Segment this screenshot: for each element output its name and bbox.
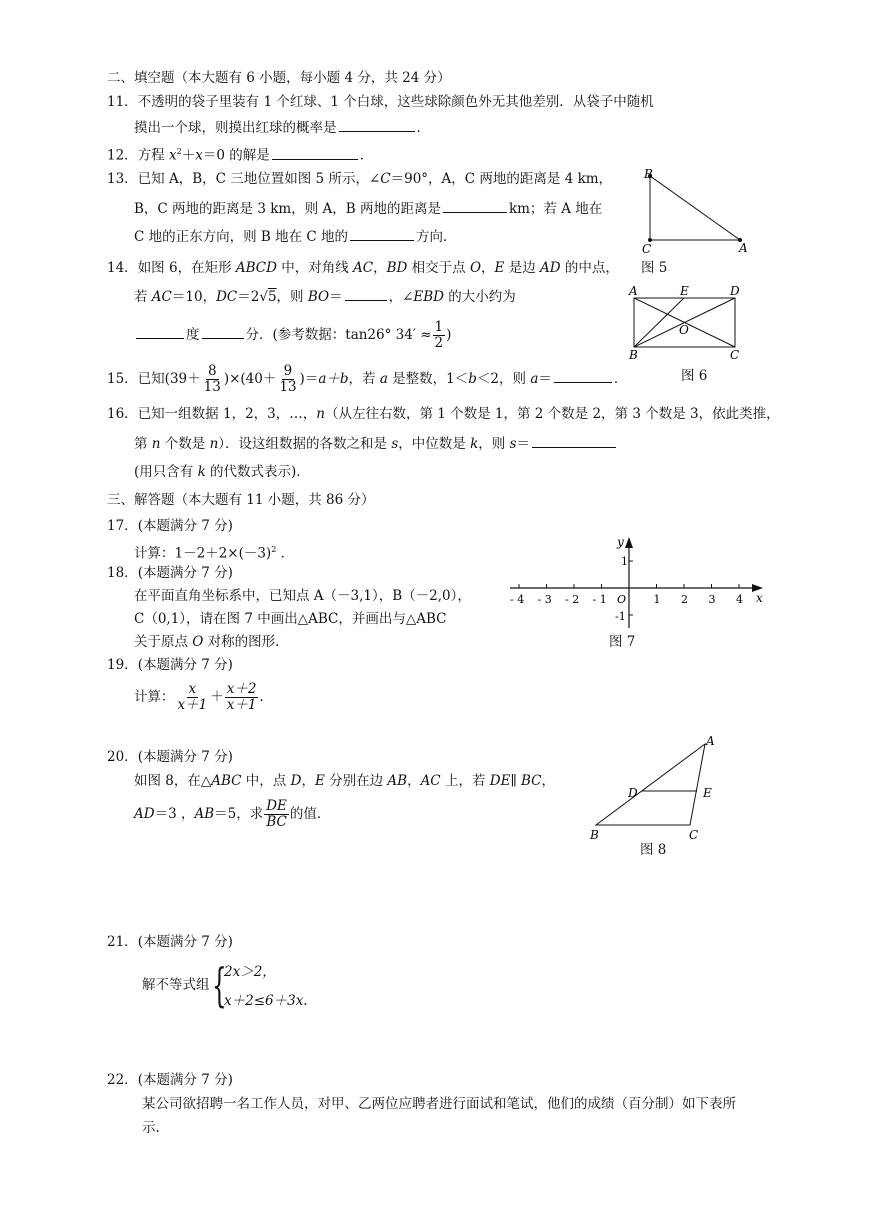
question-points: (本题满分 7 分) [137, 749, 233, 765]
question-text: 分．(参考数据：tan26° 34′ ≈ [245, 327, 432, 343]
question-text: 是边 [504, 260, 540, 276]
question-18-heading [107, 563, 233, 583]
question-17-heading [107, 516, 233, 536]
question-21-prompt: 解不等式组 [142, 977, 210, 993]
label-e: E [703, 786, 712, 800]
variable: EBD [413, 289, 444, 305]
variable: n [151, 436, 161, 452]
question-points: (本题满分 7 分) [137, 1072, 233, 1088]
variable: k [470, 436, 479, 452]
question-14-line-3 [134, 320, 451, 351]
punctuation: ) [446, 327, 452, 343]
question-number: 19． [107, 657, 138, 673]
question-text: 中，对角线 [276, 260, 354, 276]
question-text: ，若 [348, 371, 380, 387]
question-18-line-1: 在平面直角坐标系中，已知点 A（－3,1），B（－2,0）， [134, 588, 471, 604]
variable: O [192, 634, 204, 650]
sqrt-sign: √ [259, 289, 268, 305]
answer-blank[interactable] [339, 117, 415, 132]
question-16-line-2 [134, 433, 618, 454]
fraction [433, 320, 446, 351]
question-text: 的代数式表示)． [205, 464, 310, 480]
fraction [202, 364, 223, 395]
question-text: km；若 A 地在 [508, 201, 603, 217]
question-16-line-1 [107, 404, 780, 424]
question-text: 已知 A，B，C 三地位置如图 5 所示，∠ [137, 171, 381, 187]
denominator: x＋1 [226, 697, 257, 713]
variable: n [209, 436, 219, 452]
question-points: (本题满分 7 分) [137, 934, 233, 950]
question-text: 方向． [416, 229, 457, 245]
variable: DC [216, 289, 238, 305]
question-22-line-2: 示. [142, 1120, 160, 1136]
denominator: BC [266, 814, 287, 830]
x-tick-label: 1 [653, 593, 661, 606]
question-text: 方程 [137, 147, 169, 164]
fraction [176, 682, 210, 713]
question-text: 是整数，1＜ [387, 371, 469, 387]
question-text: 摸出一个球，则摸出红球的概率是 [134, 120, 337, 136]
figure-7-coordinate-plane [505, 533, 775, 633]
punctuation: . [259, 689, 264, 705]
x-tick-label: - 2 [565, 593, 580, 606]
label-b: B [590, 828, 599, 842]
question-13-line-2 [134, 198, 602, 219]
punctuation: ． [613, 371, 628, 387]
question-text: 相交于点 [407, 260, 470, 276]
question-text: 对称的图形． [203, 634, 289, 650]
variable: AB [387, 773, 408, 789]
fraction [225, 682, 259, 713]
question-15 [107, 364, 627, 395]
numerator: x [188, 681, 197, 697]
label-e: E [680, 284, 689, 298]
operator: ＝ [538, 371, 552, 387]
answer-blank[interactable] [136, 324, 184, 339]
question-text: ＝3 ， [154, 806, 195, 822]
variable: x [195, 147, 203, 164]
variable: a [379, 371, 388, 387]
question-number: 21． [107, 934, 138, 950]
punctuation: ． [276, 545, 295, 562]
label-c: C [642, 242, 652, 256]
label-b: B [644, 167, 653, 181]
answer-blank[interactable] [345, 286, 387, 301]
question-text: ＜2，则 [476, 371, 531, 387]
question-points: (本题满分 7 分) [137, 657, 233, 673]
label-a: A [739, 241, 748, 255]
variable: BC [520, 773, 542, 789]
question-number: 13． [107, 171, 138, 187]
question-text: （从左往右数，第 1 个数是 1，第 2 个数是 2，第 3 个数是 3，依此类推， [324, 406, 780, 422]
variable: AC [151, 289, 172, 305]
question-19-heading [107, 655, 233, 675]
punctuation: ， [301, 773, 315, 789]
question-13-line-1 [107, 169, 612, 189]
question-text: 上，若 [440, 773, 490, 789]
variable: E [494, 260, 505, 276]
question-text: ＝90°，A，C 两地的距离是 4 km， [390, 171, 613, 187]
variable: D [290, 773, 302, 789]
question-text: 分别在边 [324, 773, 388, 789]
punctuation: ． [416, 120, 430, 136]
inequality-2: x＋2≤6＋3x. [224, 993, 308, 1009]
variable: E [314, 773, 325, 789]
answer-blank[interactable] [202, 324, 244, 339]
variable: n [316, 406, 325, 422]
question-11-line-1 [107, 92, 654, 112]
variable: AC [353, 260, 374, 276]
variable: O [469, 260, 482, 276]
question-text: 若 [134, 289, 152, 305]
fraction [277, 364, 298, 395]
question-text: 个数是 [160, 436, 210, 452]
denominator: 13 [203, 379, 221, 395]
question-16-line-3 [134, 462, 310, 482]
section-3-title: 三、解答题（本大题有 11 小题，共 86 分） [107, 492, 375, 508]
question-text: 如图 8，在△ [134, 773, 212, 789]
variable: AB [194, 806, 215, 822]
variable: s [391, 436, 399, 452]
variable: k [197, 464, 206, 480]
question-number: 14． [107, 260, 138, 276]
label-d: D [628, 786, 638, 800]
label-c: C [689, 828, 699, 842]
y-tick-label: -1 [615, 610, 626, 623]
question-18-line-3 [134, 632, 289, 652]
question-text: ，∠ [388, 289, 414, 305]
punctuation: ， [373, 260, 387, 276]
question-text: ＝10， [171, 289, 217, 305]
figure-6-caption: 图 6 [681, 368, 708, 384]
label-a: A [706, 734, 715, 748]
question-text: ＝5，求 [214, 806, 264, 822]
origin-label: O [617, 593, 627, 606]
question-text: 已知一组数据 1，2，3，…， [137, 406, 317, 422]
denominator: 2 [434, 335, 444, 351]
fraction [264, 799, 289, 830]
question-17-body [134, 540, 294, 564]
question-12 [107, 142, 373, 166]
question-22-line-1: 某公司欲招聘一名工作人员，对甲、乙两位应聘者进行面试和笔试，他们的成绩（百分制）如下表所 [142, 1096, 736, 1112]
question-text: 如图 6，在矩形 [137, 260, 236, 276]
expression: 计算：1－2＋2×(－3) [134, 545, 272, 562]
variable: BO [307, 289, 330, 305]
denominator: 13 [279, 379, 297, 395]
numerator: 8 [207, 363, 217, 379]
denominator: x＋1 [177, 697, 208, 713]
punctuation: ． [359, 147, 374, 164]
question-text: ，中位数是 [398, 436, 471, 452]
question-text: 的大小约为 [444, 289, 516, 305]
x-tick-label: 3 [708, 593, 716, 606]
left-brace: { [212, 958, 227, 1012]
variable: AC [420, 773, 441, 789]
punctuation: ， [541, 773, 555, 789]
question-text: C 地的正东方向，则 B 地在 C 地的 [134, 229, 349, 245]
variable: a [530, 371, 539, 387]
exponent: 2 [271, 545, 277, 554]
answer-blank[interactable] [350, 226, 414, 241]
answer-blank[interactable] [554, 368, 612, 383]
question-number: 16． [107, 406, 138, 422]
label-a: A [629, 284, 638, 298]
question-points: (本题满分 7 分) [137, 518, 233, 534]
question-text: ）．设这组数据的各数之和是 [218, 436, 392, 452]
y-axis-label: y [617, 535, 624, 549]
question-text: 的值． [289, 806, 331, 822]
x-tick-label: 2 [681, 593, 688, 606]
variable: BD [386, 260, 408, 276]
x-tick-label: - 3 [537, 593, 552, 606]
question-text: 第 [134, 436, 152, 452]
question-text: ，则 [478, 436, 510, 452]
label-b: B [629, 348, 638, 362]
variable: ABC [211, 773, 242, 789]
question-text: 不透明的袋子里装有 1 个红球、1 个白球，这些球除颜色外无其他差别．从袋子中随机 [137, 94, 654, 110]
question-text: B，C 两地的距离是 3 km，则 A，B 两地的距离是 [134, 201, 441, 217]
exponent: 2 [176, 147, 182, 156]
label-d: D [730, 284, 740, 298]
numerator: 9 [283, 363, 293, 379]
question-number: 17． [107, 518, 138, 534]
operator: ∥ [510, 773, 521, 789]
figure-5-caption: 图 5 [641, 260, 668, 276]
numerator: 1 [434, 319, 444, 335]
numerator: DE [266, 798, 287, 814]
question-text: 已知(39＋ [137, 371, 201, 387]
question-11-line-2 [134, 117, 430, 138]
question-points: (本题满分 7 分) [137, 565, 233, 581]
question-number: 18． [107, 565, 138, 581]
punctuation: ， [407, 773, 421, 789]
question-20-heading [107, 747, 233, 767]
radicand: 5 [267, 289, 277, 305]
answer-blank[interactable] [532, 433, 616, 448]
punctuation: ， [481, 260, 495, 276]
variable: AD [540, 260, 561, 276]
question-14-line-2 [134, 286, 516, 307]
y-tick-label: 1 [621, 555, 628, 568]
question-text: 中，点 [241, 773, 291, 789]
question-text: 度 [186, 327, 200, 343]
question-text: 关于原点 [134, 634, 193, 650]
question-text: (用只含有 [134, 464, 198, 480]
x-tick-label: - 1 [592, 593, 607, 606]
section-2-title: 二、填空题（本大题有 6 小题，每小题 4 分，共 24 分） [107, 70, 451, 86]
variable: x [168, 147, 177, 164]
question-text: 计算： [134, 689, 175, 705]
question-number: 20． [107, 749, 138, 765]
question-text: 的中点， [560, 260, 619, 276]
question-number: 15． [107, 371, 138, 387]
question-text: )×(40＋ [223, 371, 277, 387]
question-text: )＝ [299, 371, 319, 387]
question-text: ，则 [276, 289, 308, 305]
figure-8-triangle [586, 731, 720, 843]
y-axis-arrow [625, 537, 633, 548]
answer-blank[interactable] [272, 145, 358, 160]
question-number: 11． [107, 94, 138, 110]
question-14-line-1 [107, 258, 619, 278]
question-text: ＝2 [237, 289, 260, 305]
operator: ＝ [516, 436, 530, 452]
operator: ＝ [329, 289, 343, 305]
label-c: C [730, 348, 740, 362]
operator: ＋ [210, 689, 224, 705]
variable: s [509, 436, 517, 452]
figure-6-rectangle [624, 282, 750, 364]
x-axis-label: x [756, 591, 763, 605]
figure-5-right-triangle [636, 166, 756, 258]
inequality-1: 2x＞2， [224, 964, 276, 980]
variable: DE [489, 773, 511, 789]
x-tick-label: - 4 [510, 593, 525, 606]
numerator: x＋2 [226, 681, 257, 697]
answer-blank[interactable] [443, 198, 507, 213]
question-18-line-2: C（0,1），请在图 7 中画出△ABC，并画出与△ABC [134, 611, 447, 627]
question-22-heading [107, 1070, 233, 1090]
question-text: ＝0 的解是 [202, 147, 270, 164]
question-20-line-1 [134, 771, 555, 791]
figure-7-caption: 图 7 [609, 634, 636, 650]
question-number: 12． [107, 147, 138, 164]
question-20-line-2 [134, 798, 330, 830]
question-13-line-3 [134, 226, 457, 247]
x-tick-label: 4 [736, 593, 743, 606]
variable: ABCD [235, 260, 277, 276]
variable: AD [134, 806, 155, 822]
variable: a＋b [318, 371, 349, 387]
label-o: O [679, 323, 689, 337]
variable: b [468, 371, 477, 387]
variable: C [380, 171, 391, 187]
figure-8-caption: 图 8 [640, 842, 667, 858]
question-19-body [134, 681, 264, 713]
question-number: 22． [107, 1072, 138, 1088]
operator: ＋ [181, 147, 196, 164]
question-21-heading [107, 932, 233, 952]
